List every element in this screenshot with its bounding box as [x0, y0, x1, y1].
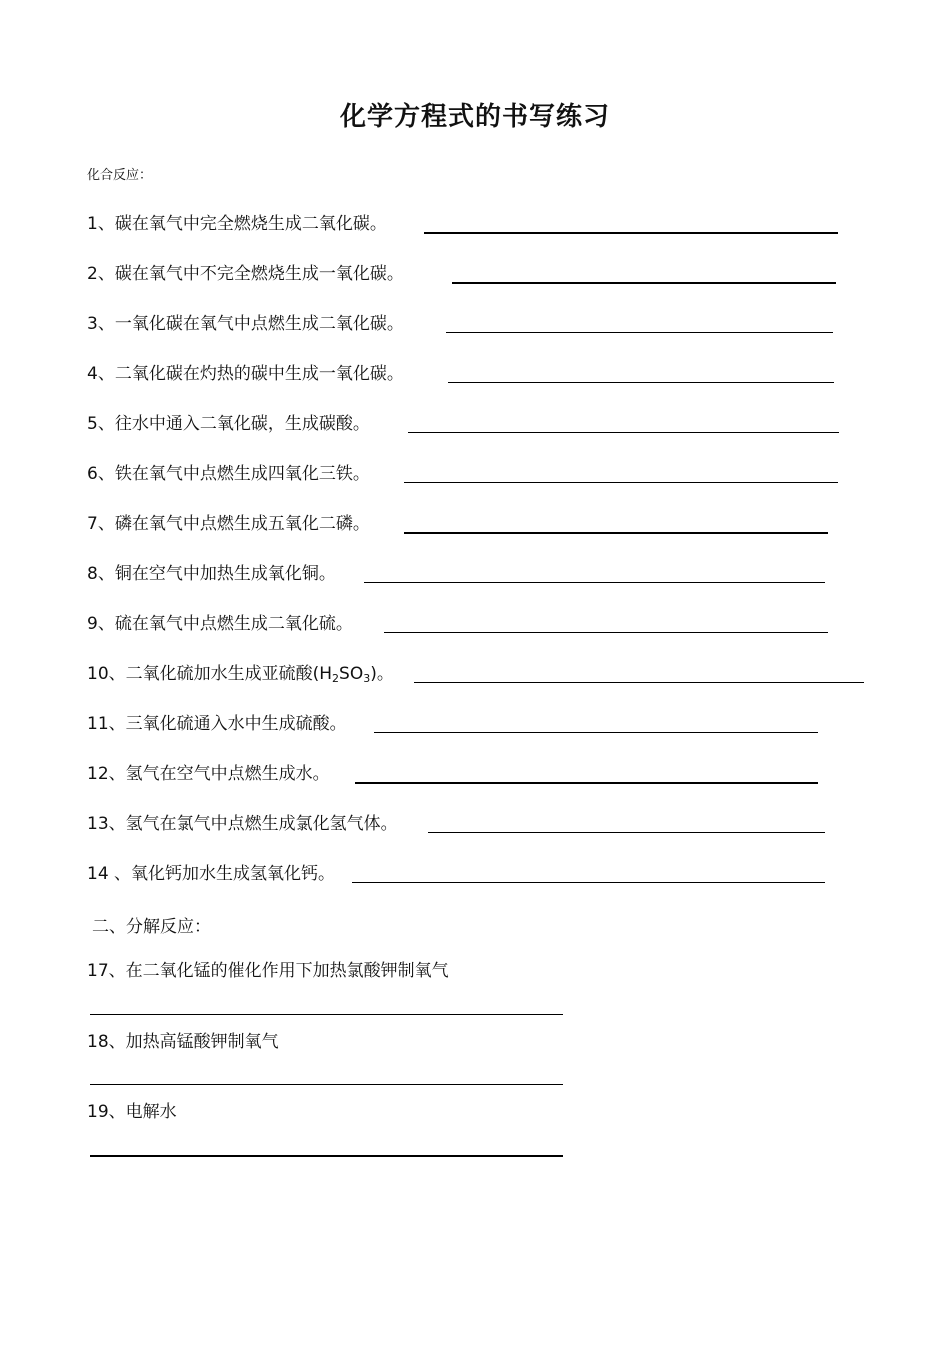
answer-line[interactable]	[90, 1155, 563, 1157]
answer-line[interactable]	[446, 332, 833, 333]
question-text: 9、硫在氧气中点燃生成二氧化硫。	[87, 614, 353, 634]
section-heading-combination: 化合反应：	[87, 168, 153, 183]
question-text: 11、三氧化硫通入水中生成硫酸。	[87, 714, 347, 734]
answer-line[interactable]	[428, 832, 825, 833]
question-text: 10、二氧化硫加水生成亚硫酸$(H_2SO_3)$。	[87, 664, 394, 685]
question-text: 6、铁在氧气中点燃生成四氧化三铁。	[87, 464, 370, 484]
answer-line[interactable]	[384, 632, 828, 633]
answer-line[interactable]	[424, 232, 838, 234]
question-text: 5、往水中通入二氧化碳，生成碳酸。	[87, 414, 370, 434]
question-text: 2、碳在氧气中不完全燃烧生成一氧化碳。	[87, 264, 404, 284]
section-heading-decomposition: 二、分解反应：	[92, 917, 211, 937]
question-text: 19、电解水	[87, 1102, 177, 1122]
answer-line[interactable]	[355, 782, 818, 784]
answer-line[interactable]	[404, 482, 838, 483]
answer-line[interactable]	[364, 582, 825, 583]
question-text: 13、氢气在氯气中点燃生成氯化氢气体。	[87, 814, 398, 834]
page-title: 化学方程式的书写练习	[339, 102, 610, 132]
answer-line[interactable]	[352, 882, 825, 883]
answer-line[interactable]	[448, 382, 834, 383]
answer-line[interactable]	[404, 532, 828, 534]
question-text: 18、加热高锰酸钾制氧气	[87, 1032, 279, 1052]
question-text: 17、在二氧化锰的催化作用下加热氯酸钾制氧气	[87, 961, 449, 981]
answer-line[interactable]	[90, 1014, 563, 1015]
answer-line[interactable]	[452, 282, 836, 284]
answer-line[interactable]	[374, 732, 818, 733]
answer-line[interactable]	[90, 1084, 563, 1085]
question-text: 3、一氧化碳在氧气中点燃生成二氧化碳。	[87, 314, 404, 334]
answer-line[interactable]	[414, 682, 864, 683]
answer-line[interactable]	[408, 432, 839, 433]
question-text: 4、二氧化碳在灼热的碳中生成一氧化碳。	[87, 364, 404, 384]
question-text: 12、氢气在空气中点燃生成水。	[87, 764, 330, 784]
question-text: 7、磷在氧气中点燃生成五氧化二磷。	[87, 514, 370, 534]
question-text: 8、铜在空气中加热生成氧化铜。	[87, 564, 336, 584]
question-text: 1、碳在氧气中完全燃烧生成二氧化碳。	[87, 214, 387, 234]
question-text: 14 、氧化钙加水生成氢氧化钙。	[87, 864, 336, 884]
